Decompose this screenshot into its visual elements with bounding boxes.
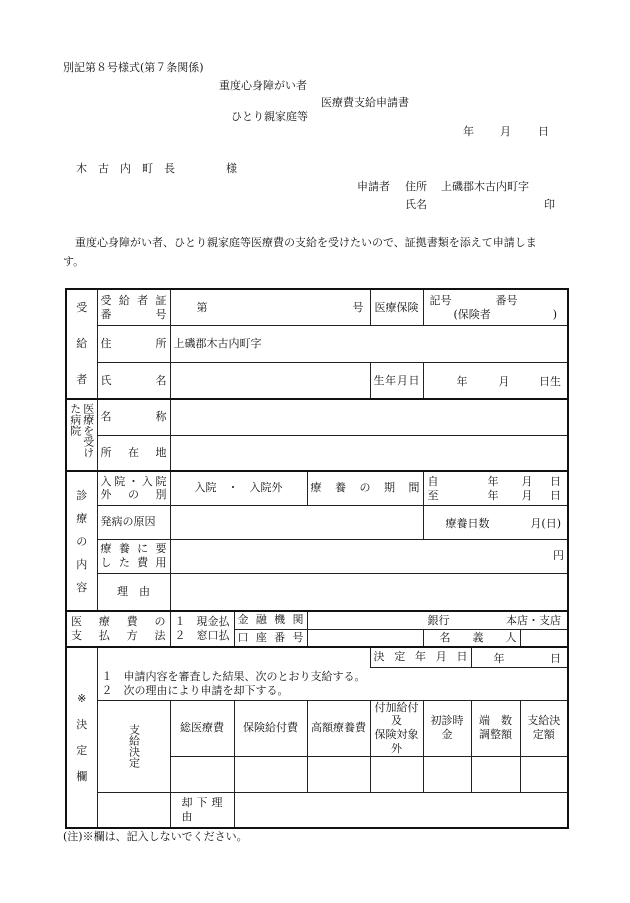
decision-blank	[97, 647, 370, 667]
row-cost	[66, 539, 568, 573]
reason-label: 理 由	[97, 573, 170, 611]
account-field[interactable]	[307, 629, 423, 647]
col-additional: 付加給付及 保険対象外	[370, 700, 423, 756]
seal-mark: 印	[544, 198, 555, 211]
holder-label: 名 義 人	[423, 629, 520, 647]
form-number: 別記第８号様式(第７条関係)	[63, 61, 204, 74]
col-insurance-benefit: 保険給付費	[234, 700, 307, 756]
rejection-spacer	[97, 792, 170, 828]
row-inout	[66, 471, 568, 505]
col-total-cost: 総医療費	[170, 700, 234, 756]
row-reason	[66, 573, 568, 611]
row-hospital-name	[66, 399, 568, 435]
document-title: 医療費支給申請書	[321, 96, 409, 109]
col-decision-amount: 支給決定額	[520, 700, 568, 756]
col-first-visit: 初診時 金	[423, 700, 471, 756]
first-visit-cell[interactable]	[423, 756, 471, 792]
body-text-line-1: 重度心身障がい者、ひとり親家庭等医療費の支給を受けたいので、証拠書類を添えて申請しま	[75, 236, 537, 249]
body-text-line-2: す。	[63, 255, 85, 268]
row-decision-statements	[66, 667, 568, 700]
rejection-label: 却下理由	[170, 792, 234, 828]
name-label: 氏 名	[97, 362, 170, 399]
footer-note: (注)※欄は、記入しないでください。	[63, 830, 248, 843]
date-year-label: 年	[463, 125, 474, 138]
account-label: 口座番号	[234, 629, 307, 647]
holder-field[interactable]	[520, 629, 568, 647]
honorific: 様	[226, 162, 237, 175]
col-high-cost: 高額療養費	[307, 700, 370, 756]
name-field[interactable]	[170, 362, 370, 399]
row-cause	[66, 505, 568, 539]
applicant-address-value: 上磯郡木古内町字	[441, 180, 529, 193]
insurance-field[interactable]: 記号 番号 (保険者 )	[423, 289, 568, 326]
period-label: 療 養 の 期 間	[307, 471, 423, 505]
bank-field[interactable]: 銀行 本店・支店	[307, 611, 568, 629]
date-month-label: 月	[500, 125, 511, 138]
cert-no-field[interactable]: 第 号	[170, 289, 370, 326]
category-single-parent: ひとり親家庭等	[231, 110, 308, 123]
addressee: 木 古 内 町 長	[76, 162, 175, 175]
bank-label: 金融機関	[234, 611, 307, 629]
hospital-name-label: 名 称	[97, 399, 170, 435]
address-field[interactable]: 上磯郡木古内町字	[170, 326, 568, 363]
treatment-header: 診 療 の 内 容	[66, 471, 97, 611]
birthdate-field[interactable]: 年 月 日生	[423, 362, 568, 399]
cause-field[interactable]	[170, 505, 423, 539]
category-disabled: 重度心身障がい者	[219, 79, 307, 92]
row-address	[66, 326, 568, 363]
birthdate-label: 生年月日	[370, 362, 423, 399]
decision-date-field[interactable]: 年 日	[471, 647, 568, 667]
rounding-adjust-cell[interactable]	[471, 756, 520, 792]
rejection-field[interactable]	[234, 792, 568, 828]
applicant-label: 申請者	[357, 180, 390, 193]
row-hospital-address	[66, 435, 568, 471]
cost-label: 療養に要 した費用	[97, 539, 170, 573]
total-cost-cell[interactable]	[170, 756, 234, 792]
decision-amount-cell[interactable]	[520, 756, 568, 792]
days-field[interactable]: 療養日数 月(日)	[423, 505, 568, 539]
col-rounding-adjust: 端 数 調整額	[471, 700, 520, 756]
inout-value[interactable]: 入院 ・ 入院外	[170, 471, 307, 505]
hospital-address-label: 所 在 地	[97, 435, 170, 471]
inout-label: 入院・入院 外 の 別	[97, 471, 170, 505]
hospital-address-field[interactable]	[170, 435, 568, 471]
applicant-name-label: 氏名	[405, 198, 427, 211]
applicant-address-label: 住所	[405, 180, 427, 193]
medical-insurance-label: 医療保険	[370, 289, 423, 326]
decision-statement-2: ２ 次の理由により申請を却下する。	[101, 683, 289, 697]
hospital-name-field[interactable]	[170, 399, 568, 435]
row-payment-bank	[66, 611, 568, 629]
insurance-benefit-cell[interactable]	[234, 756, 307, 792]
row-decision-headings	[66, 700, 568, 756]
row-certificate	[66, 289, 568, 326]
cert-no-label: 受給者証 番 号	[97, 289, 170, 326]
row-decision-date	[66, 647, 568, 667]
address-label: 住 所	[97, 326, 170, 363]
row-name	[66, 362, 568, 399]
cost-field[interactable]: 円	[170, 539, 568, 573]
additional-cell[interactable]	[370, 756, 423, 792]
high-cost-cell[interactable]	[307, 756, 370, 792]
hospital-header: 医療を受けた病院	[66, 399, 97, 471]
date-day-label: 日	[538, 125, 549, 138]
recipient-header: 受 給 者	[66, 289, 97, 399]
payment-decision-label: 支給決定	[97, 700, 170, 792]
decision-statements	[97, 667, 568, 700]
row-rejection	[66, 792, 568, 828]
application-form-table	[65, 288, 569, 829]
decision-date-label: 決定年月日	[370, 647, 471, 667]
decision-header: ※ 決 定 欄	[66, 647, 97, 828]
cause-label: 発病の原因	[97, 505, 170, 539]
period-field[interactable]: 自 至 年 月 日 年 月 日	[423, 471, 568, 505]
reason-field[interactable]	[170, 573, 568, 611]
decision-statement-1: １ 申請内容を審査した結果、次のとおり支給する。	[101, 669, 366, 683]
payment-options[interactable]: １ 現金払 ２ 窓口払	[170, 611, 234, 647]
payment-method-label: 医 療 費 の 支 払 方 法	[66, 611, 170, 647]
